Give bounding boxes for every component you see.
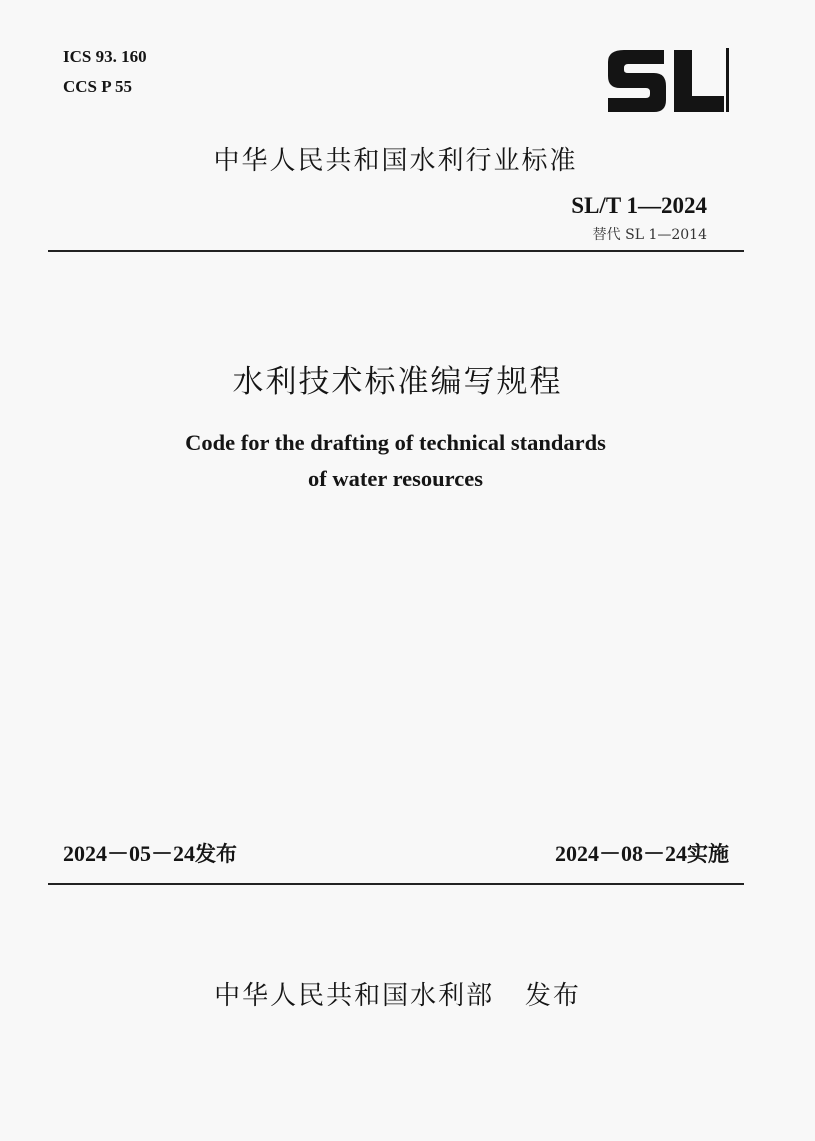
title-english-line-2: of water resources [308, 466, 483, 491]
replaces-note: 替代 SL 1—2014 [592, 227, 707, 243]
ics-code: ICS 93. 160 [63, 47, 147, 66]
standard-number: SL/T 1—2024 [571, 193, 707, 218]
sl-logo-s [608, 50, 666, 112]
title-english-line-1: Code for the drafting of technical standards [185, 430, 606, 455]
implementation-date-value: 2024－08－24 [554, 841, 687, 866]
standard-type: 中华人民共和国水利行业标准 [213, 146, 578, 176]
sl-logo-bar [726, 48, 729, 112]
title-english [0, 425, 815, 497]
implementation-date-label: 实施 [687, 842, 729, 866]
top-divider [48, 250, 744, 252]
sl-logo-l [674, 50, 724, 112]
implementation-date [555, 837, 729, 868]
publisher-name: 中华人民共和国水利部 [214, 981, 495, 1011]
bottom-divider [48, 883, 744, 885]
title-chinese: 水利技术标准编写规程 [232, 364, 563, 400]
issue-date [63, 837, 237, 868]
sl-logo [606, 48, 730, 114]
publisher-action: 发布 [524, 981, 581, 1011]
issue-date-label: 发布 [195, 842, 238, 866]
issue-date-value: 2024－05－24 [63, 841, 196, 866]
classification-codes [63, 42, 147, 102]
publisher [0, 975, 815, 1012]
ccs-code: CCS P 55 [63, 77, 132, 96]
